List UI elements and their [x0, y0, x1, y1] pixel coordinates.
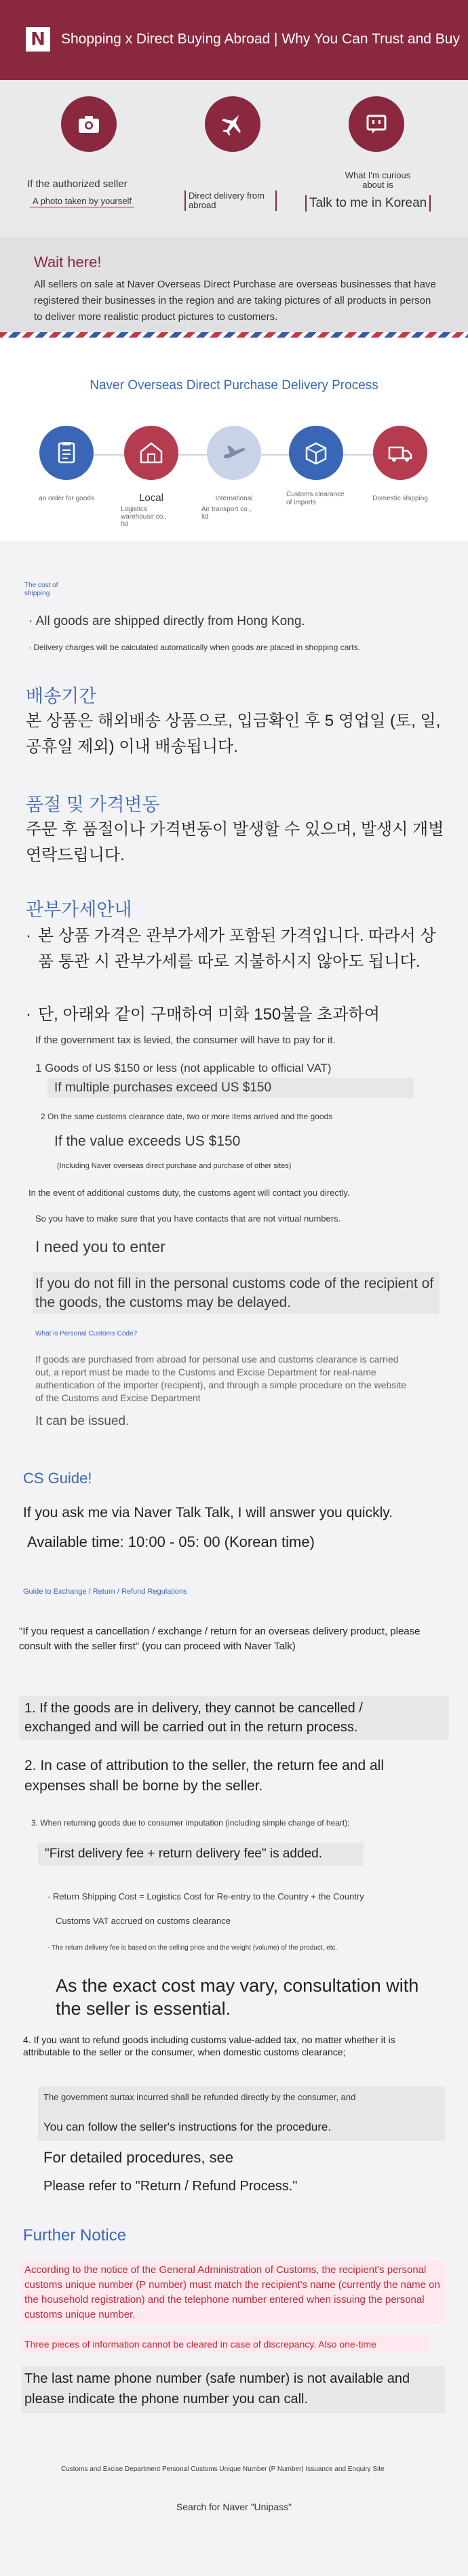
plane-icon — [207, 426, 261, 480]
truck-icon — [373, 426, 427, 480]
customs-pcc: If you do not fill in the personal customs code of the recipient of the goods, the customs may be delayed. — [35, 1276, 434, 1310]
customs-contacts: So you have to make sure that you have contacts that are not virtual numbers. — [35, 1213, 341, 1224]
step-label-order: an order for goods — [39, 495, 94, 502]
customs-gov: If the government tax is levied, the consumer will have to pay for it. — [35, 1034, 336, 1046]
exchange-p3a: "First delivery fee + return delivery fee" is added. — [45, 1847, 322, 1861]
trust-sub-photo: A photo taken by yourself — [30, 195, 134, 207]
wait-title: Wait here! — [34, 254, 102, 270]
exchange-p4d: Please refer to "Return / Refund Process." — [43, 2179, 298, 2194]
notice-site: Customs and Excise Department Personal Customs Unique Number (P Number) Issuance and Enquiry Site — [61, 2466, 385, 2473]
customs-case-2: 2 On the same customs clearance date, two or more items arrived and the goods — [41, 1112, 333, 1121]
step-sub-customs: of imports — [286, 499, 316, 506]
customs-case-1b: If multiple purchases exceed US $150 — [54, 1081, 272, 1095]
exchange-title: Guide to Exchange / Return / Refund Regulations — [23, 1588, 187, 1596]
warehouse-icon — [124, 426, 178, 480]
cs-line2: Available time: 10:00 - 05: 00 (Korean time) — [27, 1533, 315, 1550]
exchange-p3e: As the exact cost may vary, consultation with the seller is essential. — [56, 1975, 419, 2019]
cs-title: CS Guide! — [23, 1470, 92, 1487]
customs-enter: I need you to enter — [35, 1238, 165, 1255]
soldout-text: 주문 후 품절이나 가격변동이 발생할 수 있으며, 발생시 개별 연락드립니다. — [26, 820, 444, 864]
notice-line: The last name phone number (safe number) is not available and please indicate the phone number you can call. — [24, 2371, 410, 2407]
header-banner — [0, 0, 468, 80]
trust-label-curious: What I'm curious about is — [345, 170, 411, 190]
wait-text: All sellers on sale at Naver Overseas Direct Purchase are overseas businesses that have registered their businesses in the region and are taking pictures of all products in person to deliver more realistic product pictures to customers. — [34, 279, 436, 323]
exchange-p4: 4. If you want to refund goods including customs value-added tax, no matter whether it is attributable to the seller or the consumer, when domestic customs clearance; — [23, 2034, 395, 2057]
customs-title: 관부가세안내 — [26, 900, 132, 920]
trust-label-seller: If the authorized seller — [27, 178, 128, 190]
exchange-p3d: - The return delivery fee is based on the selling price and the weight (volume) of the product, etc. — [47, 1944, 338, 1952]
exchange-intro: "If you request a cancellation / exchange / return for an overseas delivery product, please consult with the seller first" (you can proceed with Naver Talk) — [19, 1626, 421, 1652]
page-title: Shopping x Direct Buying Abroad | Why You Can Trust and Buy — [61, 31, 460, 47]
shipping-cost-label: The cost of shipping — [24, 582, 58, 597]
step-sub-local: Logistics warehouse co., ltd — [121, 506, 167, 528]
step-sub-international: Air transport co., ltd — [201, 506, 252, 521]
exchange-p2: 2. In case of attribution to the seller, the return fee and all expenses shall be borne by the seller. — [24, 1758, 384, 1794]
trust-section — [0, 80, 468, 237]
box-icon — [289, 426, 343, 480]
notice-red-1: According to the notice of the General Administration of Customs, the recipient's personal customs unique number (P number) must match the recipient's name (currently the name on the household registration) and the telephone number entered when issuing the personal customs unique number. — [24, 2264, 440, 2320]
customs-bullet-dot: · — [26, 927, 31, 945]
order-icon — [39, 426, 94, 480]
step-label-international: International — [215, 495, 253, 502]
exchange-p4c: For detailed procedures, see — [43, 2149, 234, 2166]
process-title: Naver Overseas Direct Purchase Delivery Process — [90, 378, 378, 393]
pcc-question-link[interactable]: What is Personal Customs Code? — [35, 1330, 138, 1337]
customs-issued: It can be issued. — [35, 1414, 130, 1428]
soldout-title: 품절 및 가격변동 — [26, 794, 160, 815]
step-label-local: Local — [139, 492, 163, 504]
delivery-period-title: 배송기간 — [26, 686, 97, 706]
notice-title: Further Notice — [23, 2226, 127, 2245]
shipping-charges: · Delivery charges will be calculated automatically when goods are placed in shopping carts. — [28, 643, 360, 652]
customs-case-2c: (Including Naver overseas direct purchase and purchase of other sites) — [57, 1162, 292, 1170]
customs-agent: In the event of additional customs duty, the customs agent will contact you directly. — [28, 1188, 350, 1198]
process-section — [0, 338, 468, 541]
customs-bullet-2: 단, 아래와 같이 구매하여 미화 150불을 초과하여 — [38, 1005, 381, 1024]
delivery-period-text: 본 상품은 해외배송 상품으로, 입금확인 후 5 영업일 (토, 일, 공휴일 제외) 이내 배송됩니다. — [26, 712, 441, 756]
notice-search: Search for Naver "Unipass" — [176, 2501, 292, 2512]
customs-case-1: 1 Goods of US $150 or less (not applicable to official VAT) — [35, 1062, 332, 1074]
customs-pcc-text: If goods are purchased from abroad for personal use and customs clearance is carried out, a report must be made to the Customs and Excise Department for real-name authentication of the importer (recipient), and through a simple procedure on the website of the Customs and Excise Department — [35, 1354, 407, 1403]
step-label-customs: Customs clearance — [286, 491, 345, 498]
exchange-p1: 1. If the goods are in delivery, they cannot be cancelled / exchanged and will be carried out in the return process. — [24, 1701, 363, 1735]
exchange-p3b: - Return Shipping Cost = Logistics Cost for Re-entry to the Country + the Country — [47, 1891, 364, 1901]
customs-case-2b: If the value exceeds US $150 — [54, 1133, 241, 1149]
notice-red-2: Three pieces of information cannot be cleared in case of discrepancy. Also one-time — [24, 2339, 376, 2350]
trust-sub-direct: Direct delivery from abroad — [184, 190, 277, 211]
camera-icon — [61, 96, 117, 152]
step-label-domestic: Domestic shipping — [372, 495, 428, 502]
exchange-p3: 3. When returning goods due to consumer imputation (including simple change of heart); — [31, 1818, 350, 1828]
chat-icon — [349, 96, 404, 152]
naver-logo: N — [26, 27, 50, 52]
exchange-p4b: You can follow the seller's instructions for the procedure. — [43, 2120, 332, 2133]
customs-bullet-dot-2: · — [26, 1005, 31, 1024]
exchange-p4a: The government surtax incurred shall be refunded directly by the consumer, and — [43, 2092, 356, 2102]
airmail-stripe — [0, 332, 468, 338]
wait-notice — [0, 237, 468, 332]
shipping-hk: · All goods are shipped directly from Hong Kong. — [28, 614, 305, 628]
trust-sub-korean: Talk to me in Korean — [305, 195, 431, 212]
airplane-icon — [205, 96, 260, 152]
cs-line1: If you ask me via Naver Talk Talk, I will answer you quickly. — [23, 1505, 393, 1521]
customs-bullet-1: 본 상품 가격은 관부가세가 포함된 가격입니다. 따라서 상품 통관 시 관부가세를 따로 지불하시지 않아도 됩니다. — [38, 927, 436, 971]
exchange-p3c: Customs VAT accrued on customs clearance — [56, 1916, 231, 1926]
